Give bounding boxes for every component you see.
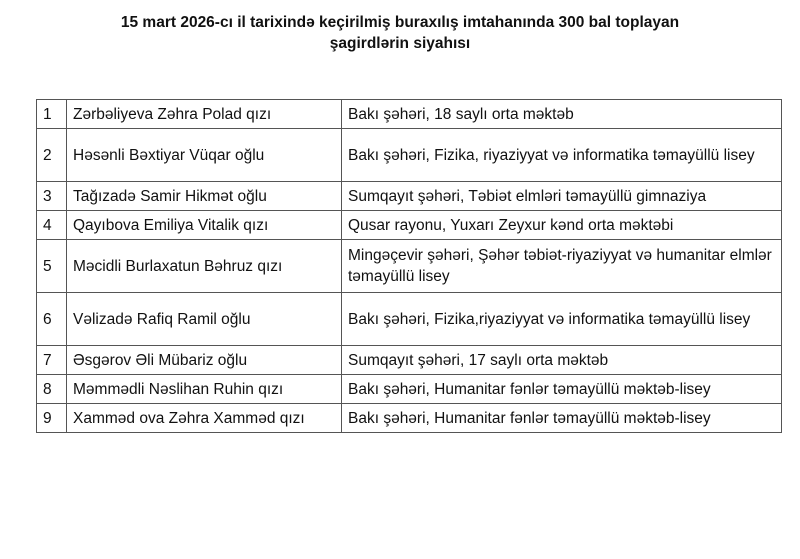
student-name: Tağızadə Samir Hikmət oğlu xyxy=(67,182,342,211)
document-title xyxy=(0,12,800,54)
student-name: Zərbəliyeva Zəhra Polad qızı xyxy=(67,100,342,129)
school-name: Bakı şəhəri, 18 saylı orta məktəb xyxy=(342,100,782,129)
table-row xyxy=(37,211,782,240)
row-number: 9 xyxy=(37,404,67,433)
student-name: Məmmədli Nəslihan Ruhin qızı xyxy=(67,375,342,404)
student-name: Xamməd ova Zəhra Xamməd qızı xyxy=(67,404,342,433)
students-table xyxy=(36,99,782,433)
table-row xyxy=(37,346,782,375)
row-number: 7 xyxy=(37,346,67,375)
row-number: 2 xyxy=(37,129,67,182)
school-name: Bakı şəhəri, Fizika,riyaziyyat və informatika təmayüllü lisey xyxy=(342,293,782,346)
student-name: Əsgərov Əli Mübariz oğlu xyxy=(67,346,342,375)
table-row xyxy=(37,182,782,211)
row-number: 6 xyxy=(37,293,67,346)
school-name: Sumqayıt şəhəri, 17 saylı orta məktəb xyxy=(342,346,782,375)
student-name: Vəlizadə Rafiq Ramil oğlu xyxy=(67,293,342,346)
table-row xyxy=(37,293,782,346)
school-name: Bakı şəhəri, Fizika, riyaziyyat və informatika təmayüllü lisey xyxy=(342,129,782,182)
title-line-2: şagirdlərin siyahısı xyxy=(329,35,471,52)
table-row xyxy=(37,100,782,129)
student-name: Həsənli Bəxtiyar Vüqar oğlu xyxy=(67,129,342,182)
table-row xyxy=(37,404,782,433)
student-name: Qayıbova Emiliya Vitalik qızı xyxy=(67,211,342,240)
row-number: 1 xyxy=(37,100,67,129)
school-name: Mingəçevir şəhəri, Şəhər təbiət-riyaziyyat və humanitar elmlər təmayüllü lisey xyxy=(342,240,782,293)
table-row xyxy=(37,375,782,404)
row-number: 3 xyxy=(37,182,67,211)
school-name: Qusar rayonu, Yuxarı Zeyxur kənd orta məktəbi xyxy=(342,211,782,240)
title-line-1: 15 mart 2026-cı il tarixində keçirilmiş buraxılış imtahanında 300 bal toplayan xyxy=(120,14,680,31)
school-name: Sumqayıt şəhəri, Təbiət elmləri təmayüllü gimnaziya xyxy=(342,182,782,211)
table-row xyxy=(37,240,782,293)
table-row xyxy=(37,129,782,182)
row-number: 8 xyxy=(37,375,67,404)
row-number: 4 xyxy=(37,211,67,240)
student-name: Məcidli Burlaxatun Bəhruz qızı xyxy=(67,240,342,293)
row-number: 5 xyxy=(37,240,67,293)
school-name: Bakı şəhəri, Humanitar fənlər təmayüllü məktəb-lisey xyxy=(342,404,782,433)
school-name: Bakı şəhəri, Humanitar fənlər təmayüllü məktəb-lisey xyxy=(342,375,782,404)
